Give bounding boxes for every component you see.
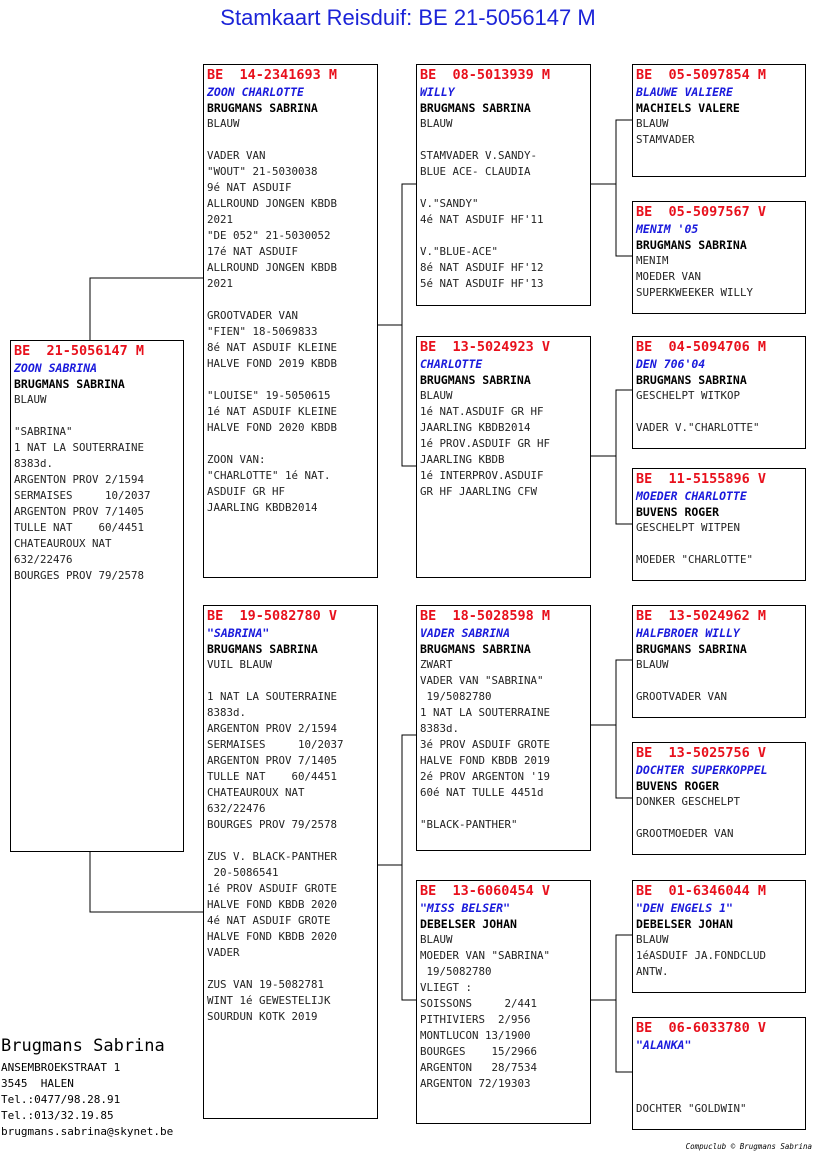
detail-line: HALVE FOND KBDB 2020 (207, 930, 338, 943)
pedigree-card-subject[interactable] (10, 340, 184, 852)
ring-number: BE 13-5025756 V (636, 745, 767, 761)
owner-name: BUVENS ROGER (636, 779, 720, 793)
pigeon-details (420, 388, 587, 500)
pigeon-name: ZOON SABRINA (14, 361, 98, 375)
ring-number: BE 06-6033780 V (636, 1020, 767, 1036)
detail-line: "BLACK-PANTHER" (420, 818, 518, 831)
detail-line: ZWART (420, 658, 453, 671)
detail-line: BLAUW (420, 389, 453, 402)
detail-line: 8383d. (420, 722, 460, 735)
detail-line: 60é NAT TULLE 4451d (420, 786, 544, 799)
detail-line (207, 961, 374, 977)
detail-line: ARGENTON 28/7534 (420, 1061, 538, 1074)
breeder-contact (1, 1060, 173, 1140)
detail-line: GROOTVADER VAN (636, 690, 728, 703)
detail-line: 8é NAT ASDUIF HF'12 (420, 261, 544, 274)
pedigree-card-maternal-grandmother[interactable] (416, 880, 591, 1124)
pigeon-details (14, 392, 180, 584)
detail-line: HALVE FOND KBDB 2020 (207, 898, 338, 911)
detail-line: ARGENTON PROV 7/1405 (207, 754, 338, 767)
detail-line: 2é PROV ARGENTON '19 (420, 770, 551, 783)
detail-line: 1éASDUIF JA.FONDCLUD (636, 949, 767, 962)
owner-name: BRUGMANS SABRINA (420, 373, 531, 387)
detail-line (207, 833, 374, 849)
ring-number: BE 13-6060454 V (420, 883, 551, 899)
owner-name: DEBELSER JOHAN (420, 917, 517, 931)
owner-name: BRUGMANS SABRINA (14, 377, 125, 391)
ring-number: BE 19-5082780 V (207, 608, 338, 624)
detail-line: SOURDUN KOTK 2019 (207, 1010, 318, 1023)
ring-number: BE 13-5024962 M (636, 608, 767, 624)
detail-line: VADER (207, 946, 240, 959)
pigeon-details (420, 932, 587, 1092)
pedigree-card-great-grandparent-fmm[interactable] (632, 468, 806, 581)
detail-line: 632/22476 (14, 553, 73, 566)
pigeon-details (636, 657, 802, 705)
pigeon-details (207, 657, 374, 1025)
detail-line: 8383d. (207, 706, 247, 719)
detail-line: ZUS VAN 19-5082781 (207, 978, 325, 991)
owner-name: BUVENS ROGER (636, 505, 720, 519)
detail-line: STAMVADER V.SANDY- (420, 149, 538, 162)
detail-line: "WOUT" 21-5030038 (207, 165, 318, 178)
pigeon-name: HALFBROER WILLY (636, 626, 740, 640)
ring-number: BE 01-6346044 M (636, 883, 767, 899)
pigeon-name: "DEN ENGELS 1" (636, 901, 733, 915)
pigeon-details (636, 1053, 802, 1117)
detail-line: MONTLUCON 13/1900 (420, 1029, 531, 1042)
breeder-name: Brugmans Sabrina (1, 1036, 165, 1056)
detail-line: "LOUISE" 19-5050615 (207, 389, 331, 402)
detail-line: 4é NAT ASDUIF HF'11 (420, 213, 544, 226)
pigeon-details (636, 794, 802, 842)
detail-line: VADER VAN "SABRINA" (420, 674, 544, 687)
detail-line: DONKER GESCHELPT (636, 795, 741, 808)
detail-line: "CHARLOTTE" 1é NAT. (207, 469, 331, 482)
detail-line (636, 404, 802, 420)
detail-line: BLAUW (636, 658, 669, 671)
detail-line: MOEDER "CHARLOTTE" (636, 553, 754, 566)
pedigree-card-paternal-grandfather[interactable] (416, 64, 591, 306)
owner-name: BRUGMANS SABRINA (207, 642, 318, 656)
detail-line: GROOTVADER VAN (207, 309, 299, 322)
detail-line: TULLE NAT 60/4451 (14, 521, 145, 534)
detail-line: MENIM (636, 254, 669, 267)
detail-line (420, 180, 587, 196)
detail-line: 20-5086541 (207, 866, 279, 879)
detail-line: 1é PROV ASDUIF GROTE (207, 882, 338, 895)
detail-line: 1é NAT.ASDUIF GR HF (420, 405, 544, 418)
pigeon-name: WILLY (420, 85, 455, 99)
detail-line: GESCHELPT WITPEN (636, 521, 741, 534)
detail-line (420, 132, 587, 148)
owner-name: BRUGMANS SABRINA (636, 642, 747, 656)
pigeon-name: CHARLOTTE (420, 357, 483, 371)
pedigree-card-maternal-grandfather[interactable] (416, 605, 591, 851)
detail-line: Tel.:0477/98.28.91 (1, 1093, 121, 1106)
detail-line (636, 810, 802, 826)
detail-line: 4é NAT ASDUIF GROTE (207, 914, 331, 927)
owner-name: BRUGMANS SABRINA (636, 373, 747, 387)
ring-number: BE 13-5024923 V (420, 339, 551, 355)
detail-line: JAARLING KBDB (420, 453, 505, 466)
detail-line: 1 NAT LA SOUTERRAINE (14, 441, 145, 454)
detail-line: ALLROUND JONGEN KBDB (207, 197, 338, 210)
owner-name: MACHIELS VALERE (636, 101, 740, 115)
owner-name: BRUGMANS SABRINA (420, 642, 531, 656)
detail-line: ZUS V. BLACK-PANTHER (207, 850, 338, 863)
pigeon-details (420, 116, 587, 292)
detail-line (14, 408, 180, 424)
pedigree-card-great-grandparent-mmm[interactable] (632, 1017, 806, 1130)
detail-line: 19/5082780 (420, 965, 492, 978)
ring-number: BE 14-2341693 M (207, 67, 338, 83)
detail-line: "DE 052" 21-5030052 (207, 229, 331, 242)
pedigree-card-great-grandparent-ffm[interactable] (632, 201, 806, 314)
ring-number: BE 05-5097567 V (636, 204, 767, 220)
detail-line: VLIEGT : (420, 981, 473, 994)
pigeon-details (636, 520, 802, 568)
detail-line: ASDUIF GR HF (207, 485, 286, 498)
detail-line: 1é NAT ASDUIF KLEINE (207, 405, 338, 418)
detail-line: ARGENTON 72/19303 (420, 1077, 531, 1090)
pigeon-details (636, 388, 802, 436)
detail-line: V."BLUE-ACE" (420, 245, 499, 258)
owner-name: BRUGMANS SABRINA (420, 101, 531, 115)
pigeon-name: BLAUWE VALIERE (636, 85, 733, 99)
detail-line: 1 NAT LA SOUTERRAINE (420, 706, 551, 719)
pedigree-card-great-grandparent-mff[interactable] (632, 605, 806, 718)
detail-line: HALVE FOND 2020 KBDB (207, 421, 338, 434)
detail-line (420, 801, 587, 817)
detail-line: 2021 (207, 277, 234, 290)
credit-text: Compuclub © Brugmans Sabrina (685, 1142, 812, 1151)
pedigree-card-great-grandparent-fff[interactable] (632, 64, 806, 177)
detail-line: GESCHELPT WITKOP (636, 389, 741, 402)
detail-line: brugmans.sabrina@skynet.be (1, 1125, 174, 1138)
pedigree-card-father[interactable] (203, 64, 378, 578)
detail-line: ARGENTON PROV 7/1405 (14, 505, 145, 518)
pigeon-name: DOCHTER SUPERKOPPEL (636, 763, 768, 777)
detail-line: 8383d. (14, 457, 54, 470)
detail-line: BOURGES PROV 79/2578 (207, 818, 338, 831)
detail-line: ANTW. (636, 965, 669, 978)
pigeon-details (207, 116, 374, 516)
detail-line (636, 536, 802, 552)
pigeon-name: DEN 706'04 (636, 357, 706, 371)
detail-line: SERMAISES 10/2037 (14, 489, 151, 502)
detail-line: GR HF JAARLING CFW (420, 485, 538, 498)
pigeon-name: ZOON CHARLOTTE (207, 85, 304, 99)
detail-line: JAARLING KBDB2014 (207, 501, 318, 514)
pedigree-card-great-grandparent-mmf[interactable] (632, 880, 806, 993)
detail-line: VADER VAN (207, 149, 266, 162)
pigeon-name: "SABRINA" (207, 626, 270, 640)
pedigree-card-great-grandparent-mfm[interactable] (632, 742, 806, 855)
detail-line: 1é PROV.ASDUIF GR HF (420, 437, 551, 450)
page-title: Stamkaart Reisduif: BE 21-5056147 M (220, 5, 596, 30)
detail-line: HALVE FOND 2019 KBDB (207, 357, 338, 370)
detail-line: MOEDER VAN "SABRINA" (420, 949, 551, 962)
detail-line: 2021 (207, 213, 234, 226)
detail-line (207, 673, 374, 689)
pigeon-name: MENIM '05 (636, 222, 699, 236)
detail-line (636, 1053, 802, 1069)
detail-line: "FIEN" 18-5069833 (207, 325, 318, 338)
detail-line: 3545 HALEN (1, 1077, 74, 1090)
detail-line: BOURGES PROV 79/2578 (14, 569, 145, 582)
detail-line: BOURGES 15/2966 (420, 1045, 538, 1058)
detail-line: SERMAISES 10/2037 (207, 738, 344, 751)
detail-line (207, 436, 374, 452)
pigeon-name: "ALANKA" (636, 1038, 692, 1052)
detail-line: BLAUW (636, 117, 669, 130)
detail-line (636, 1069, 802, 1085)
ring-number: BE 04-5094706 M (636, 339, 767, 355)
detail-line: 19/5082780 (420, 690, 492, 703)
pigeon-name: MOEDER CHARLOTTE (636, 489, 747, 503)
pedigree-card-paternal-grandmother[interactable] (416, 336, 591, 578)
detail-line: ARGENTON PROV 2/1594 (207, 722, 338, 735)
detail-line: 8é NAT ASDUIF KLEINE (207, 341, 338, 354)
detail-line: VADER V."CHARLOTTE" (636, 421, 760, 434)
detail-line (636, 673, 802, 689)
detail-line (207, 292, 374, 308)
pigeon-details (636, 253, 802, 301)
owner-name: BRUGMANS SABRINA (207, 101, 318, 115)
detail-line: ARGENTON PROV 2/1594 (14, 473, 145, 486)
detail-line: 17é NAT ASDUIF (207, 245, 299, 258)
detail-line: VUIL BLAUW (207, 658, 273, 671)
detail-line: CHATEAUROUX NAT (14, 537, 112, 550)
detail-line: 9é NAT ASDUIF (207, 181, 292, 194)
ring-number: BE 11-5155896 V (636, 471, 767, 487)
detail-line: 3é PROV ASDUIF GROTE (420, 738, 551, 751)
detail-line: PITHIVIERS 2/956 (420, 1013, 531, 1026)
detail-line: 5é NAT ASDUIF HF'13 (420, 277, 544, 290)
detail-line: SUPERKWEEKER WILLY (636, 286, 754, 299)
detail-line: WINT 1é GEWESTELIJK (207, 994, 331, 1007)
detail-line: DOCHTER "GOLDWIN" (636, 1102, 747, 1115)
detail-line: ANSEMBROEKSTRAAT 1 (1, 1061, 121, 1074)
ring-number: BE 08-5013939 M (420, 67, 551, 83)
owner-name: BRUGMANS SABRINA (636, 238, 747, 252)
ring-number: BE 18-5028598 M (420, 608, 551, 624)
pigeon-details (636, 932, 802, 980)
detail-line: V."SANDY" (420, 197, 479, 210)
detail-line: GROOTMOEDER VAN (636, 827, 734, 840)
detail-line: ALLROUND JONGEN KBDB (207, 261, 338, 274)
detail-line: TULLE NAT 60/4451 (207, 770, 338, 783)
pedigree-card-mother[interactable] (203, 605, 378, 1119)
detail-line: BLUE ACE- CLAUDIA (420, 165, 531, 178)
detail-line: 632/22476 (207, 802, 266, 815)
detail-line: CHATEAUROUX NAT (207, 786, 305, 799)
detail-line: MOEDER VAN (636, 270, 702, 283)
detail-line: BLAUW (420, 933, 453, 946)
detail-line: 1 NAT LA SOUTERRAINE (207, 690, 338, 703)
detail-line: BLAUW (420, 117, 453, 130)
detail-line (420, 228, 587, 244)
detail-line: "SABRINA" (14, 425, 73, 438)
detail-line: Tel.:013/32.19.85 (1, 1109, 114, 1122)
pigeon-details (420, 657, 587, 833)
detail-line: STAMVADER (636, 133, 695, 146)
ring-number: BE 21-5056147 M (14, 343, 145, 359)
detail-line: BLAUW (636, 933, 669, 946)
pedigree-card-great-grandparent-fmf[interactable] (632, 336, 806, 449)
pigeon-details (636, 116, 802, 148)
detail-line (207, 132, 374, 148)
detail-line: ZOON VAN: (207, 453, 266, 466)
detail-line: HALVE FOND KBDB 2019 (420, 754, 551, 767)
detail-line: BLAUW (207, 117, 240, 130)
detail-line: JAARLING KBDB2014 (420, 421, 531, 434)
detail-line (207, 372, 374, 388)
pigeon-name: "MISS BELSER" (420, 901, 511, 915)
pigeon-name: VADER SABRINA (420, 626, 511, 640)
owner-name: DEBELSER JOHAN (636, 917, 733, 931)
detail-line (636, 1085, 802, 1101)
detail-line: SOISSONS 2/441 (420, 997, 538, 1010)
ring-number: BE 05-5097854 M (636, 67, 767, 83)
detail-line: 1é INTERPROV.ASDUIF (420, 469, 544, 482)
detail-line: BLAUW (14, 393, 47, 406)
